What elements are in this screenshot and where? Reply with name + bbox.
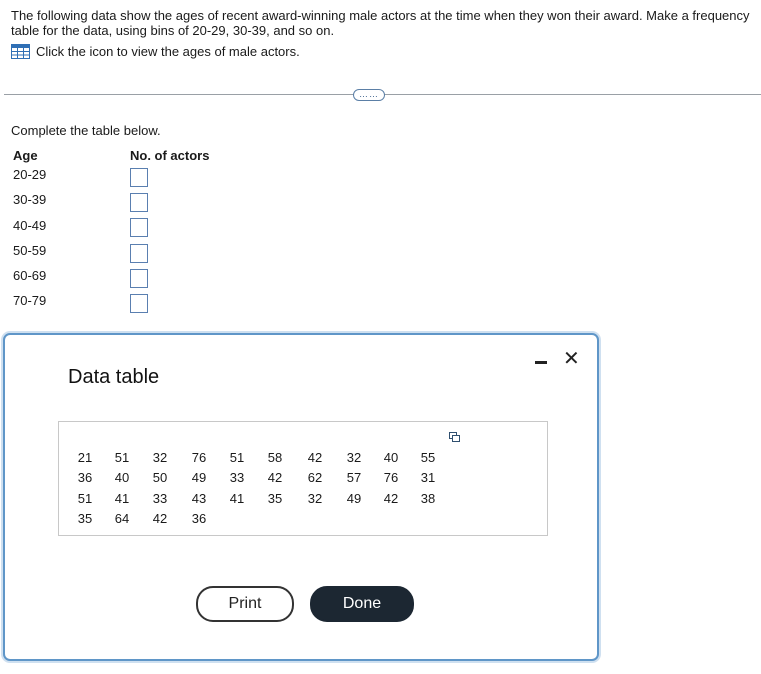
age-label: 20-29 [13, 167, 47, 182]
count-input-70-79[interactable] [130, 294, 148, 313]
count-input-40-49[interactable] [130, 218, 148, 237]
data-cell: 33 [152, 491, 168, 506]
close-icon[interactable]: ✕ [563, 348, 580, 370]
data-cell: 76 [383, 470, 399, 485]
instruction-text: Complete the table below. [11, 123, 161, 138]
data-cell: 42 [307, 450, 323, 465]
data-cell: 55 [420, 450, 436, 465]
data-cell: 32 [346, 450, 362, 465]
data-cell: 43 [191, 491, 207, 506]
data-cell: 42 [152, 511, 168, 526]
data-cell: 42 [383, 491, 399, 506]
data-link[interactable] [11, 44, 300, 59]
count-input-50-59[interactable] [130, 244, 148, 263]
data-cell: 41 [114, 491, 130, 506]
question-text: The following data show the ages of recent award-winning male actors at the time when they won their award. Make a frequency table for the data, using bins of 20-29, 30-39, and so on. [11, 8, 750, 38]
data-cell: 31 [420, 470, 436, 485]
count-input-30-39[interactable] [130, 193, 148, 212]
data-cell: 50 [152, 470, 168, 485]
data-cell: 51 [77, 491, 93, 506]
data-cell: 42 [267, 470, 283, 485]
age-label: 40-49 [13, 218, 47, 233]
count-column-header: No. of actors [130, 148, 210, 163]
age-label: 60-69 [13, 268, 47, 283]
data-cell: 49 [346, 491, 362, 506]
done-button[interactable]: Done [310, 586, 414, 622]
data-cell: 35 [267, 491, 283, 506]
modal-title: Data table [68, 366, 160, 388]
data-cell: 64 [114, 511, 130, 526]
data-cell: 58 [267, 450, 283, 465]
print-button[interactable]: Print [196, 586, 294, 622]
age-column-header: Age [13, 148, 38, 163]
data-cell: 41 [229, 491, 245, 506]
minimize-icon[interactable] [535, 361, 547, 364]
count-input-60-69[interactable] [130, 269, 148, 288]
age-label: 70-79 [13, 293, 47, 308]
age-label: 30-39 [13, 192, 47, 207]
data-cell: 33 [229, 470, 245, 485]
data-cell: 57 [346, 470, 362, 485]
data-cell: 51 [229, 450, 245, 465]
expand-dots-button[interactable]: …… [353, 89, 385, 101]
data-cell: 76 [191, 450, 207, 465]
data-link-label[interactable]: Click the icon to view the ages of male actors. [36, 44, 300, 59]
data-cell: 40 [114, 470, 130, 485]
count-input-20-29[interactable] [130, 168, 148, 187]
data-cell: 40 [383, 450, 399, 465]
data-cell: 49 [191, 470, 207, 485]
copy-icon[interactable] [449, 432, 460, 442]
data-cell: 38 [420, 491, 436, 506]
data-cell: 62 [307, 470, 323, 485]
data-table [58, 421, 548, 536]
data-cell: 36 [191, 511, 207, 526]
data-cell: 32 [307, 491, 323, 506]
data-cell: 32 [152, 450, 168, 465]
table-icon[interactable] [11, 44, 30, 59]
data-cell: 36 [77, 470, 93, 485]
data-table-modal [3, 333, 599, 661]
age-label: 50-59 [13, 243, 47, 258]
data-cell: 21 [77, 450, 93, 465]
data-cell: 51 [114, 450, 130, 465]
data-cell: 35 [77, 511, 93, 526]
